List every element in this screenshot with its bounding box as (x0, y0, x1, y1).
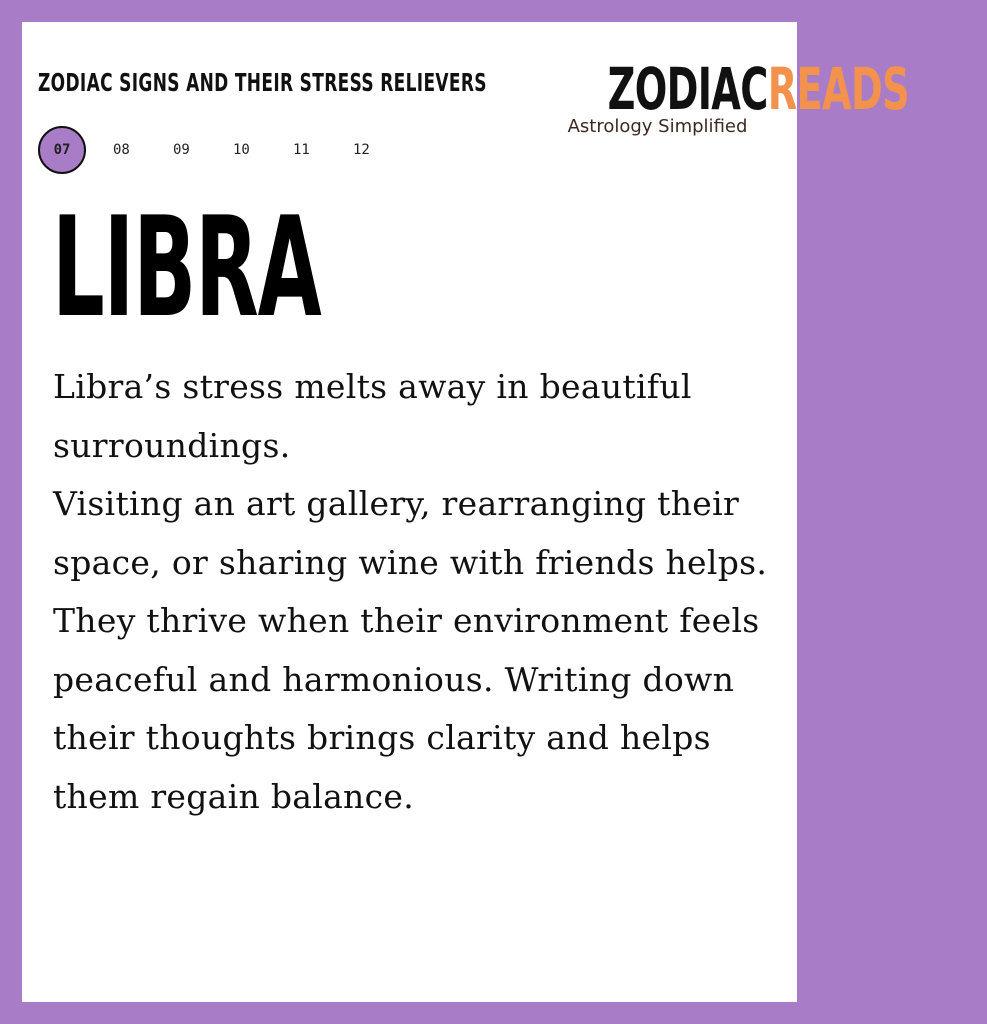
pagination (38, 126, 413, 174)
sign-title: LIBRA (52, 187, 321, 348)
body-paragraph: Libra’s stress melts away in beautiful surroundings. (53, 367, 692, 465)
page-indicator[interactable]: 10 (233, 142, 250, 158)
post-card (22, 22, 910, 1002)
page-indicator[interactable]: 12 (353, 142, 370, 158)
body-text (53, 358, 783, 826)
page-indicator-active[interactable]: 07 (38, 126, 86, 174)
page-indicator[interactable]: 08 (113, 142, 130, 158)
brand-tagline: Astrology Simplified (567, 116, 748, 137)
page-indicator[interactable]: 09 (173, 142, 190, 158)
body-paragraph: They thrive when their environment feels peaceful and harmonious. Writing down their thoughts brings clarity and helps them regain balance. (53, 601, 760, 816)
brand-wordmark (608, 56, 909, 122)
brand-logo (530, 55, 910, 137)
brand-name-part1: ZODIAC (607, 55, 768, 123)
series-title: ZODIAC SIGNS AND THEIR STRESS RELIEVERS (38, 68, 487, 97)
page-indicator[interactable]: 11 (293, 142, 310, 158)
body-paragraph: Visiting an art gallery, rearranging their space, or sharing wine with friends helps. (53, 484, 768, 582)
brand-name-part2: READS (767, 55, 910, 123)
